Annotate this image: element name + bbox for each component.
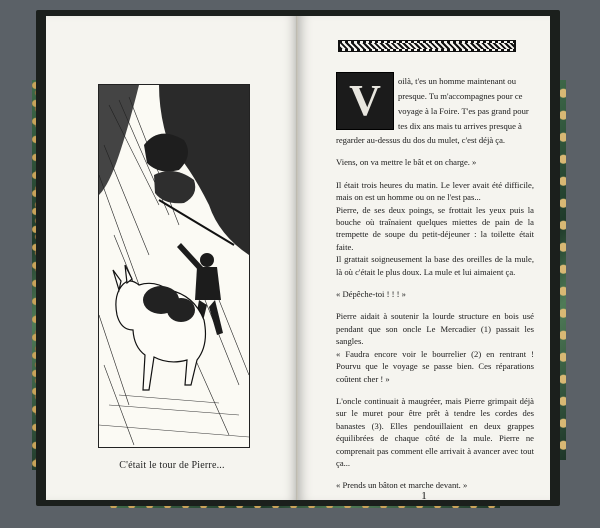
opening-line: presque. Tu m'accompagnes pour ce bbox=[398, 91, 523, 101]
left-page bbox=[46, 16, 298, 500]
paragraph: regarder au-dessus du dos du mulet, c'est déjà ça. bbox=[336, 135, 506, 145]
page-number: 1 bbox=[421, 490, 427, 500]
body-text bbox=[336, 134, 534, 492]
illustration-boy-and-mule bbox=[98, 84, 250, 448]
paragraph: Il grattait soigneusement la base des oreilles de la mule, là où c'était le plus doux. La mule et lui aimaient ça. bbox=[336, 254, 534, 277]
paragraph: Viens, on va mettre le bât et on charge. » bbox=[336, 157, 477, 168]
drop-cap bbox=[336, 72, 394, 130]
paragraph: L'oncle continuait à maugréer, mais Pierre grimpait déjà sur le muret pour être prêt à tendre les cordes des banastes (3). Elles pendouillaient en deux grappes équilibrées de chaque côté de la mule. Pierre ne comprenait pas comment elle arrivait à avancer avec tout ça... bbox=[336, 395, 534, 468]
opening-line: voyage à la Foire. T'es pas grand pour bbox=[398, 106, 529, 116]
drop-cap-letter: V bbox=[349, 76, 381, 125]
opening-line: tes dix ans mais tu arrives presque à bbox=[398, 121, 522, 131]
paragraph: Pierre aidait à soutenir la lourde structure en bois usé pendant que son oncle Le Mercadier (1) passait les sangles. bbox=[336, 311, 534, 347]
paragraph: « Dépêche-toi ! ! ! » bbox=[336, 289, 406, 300]
paragraph: Il était trois heures du matin. Le lever avait été difficile, mais on est un homme ou on ne l'est pas... bbox=[336, 179, 534, 203]
opening-line: oilà, t'es un homme maintenant ou bbox=[398, 76, 517, 86]
illustration-caption: C'était le tour de Pierre... bbox=[119, 460, 225, 471]
paragraph: « Prends un bâton et marche devant. » bbox=[336, 480, 468, 491]
paragraph: Pierre, de ses deux poings, se frottait les yeux puis la bouche où traînaient quelques miettes de pain de la trempette de soupe du petit-déjeuner : la toilette était faite. bbox=[336, 204, 534, 252]
right-page bbox=[298, 16, 550, 500]
engraving-illustration bbox=[99, 85, 249, 447]
opening-lines bbox=[398, 74, 534, 134]
paragraph: « Faudra encore voir le bourrelier (2) en rentrant ! Pourvu que le voyage se passe bien. Ces réparations coûtent cher ! » bbox=[336, 348, 534, 384]
decorative-header-pattern bbox=[340, 43, 514, 49]
